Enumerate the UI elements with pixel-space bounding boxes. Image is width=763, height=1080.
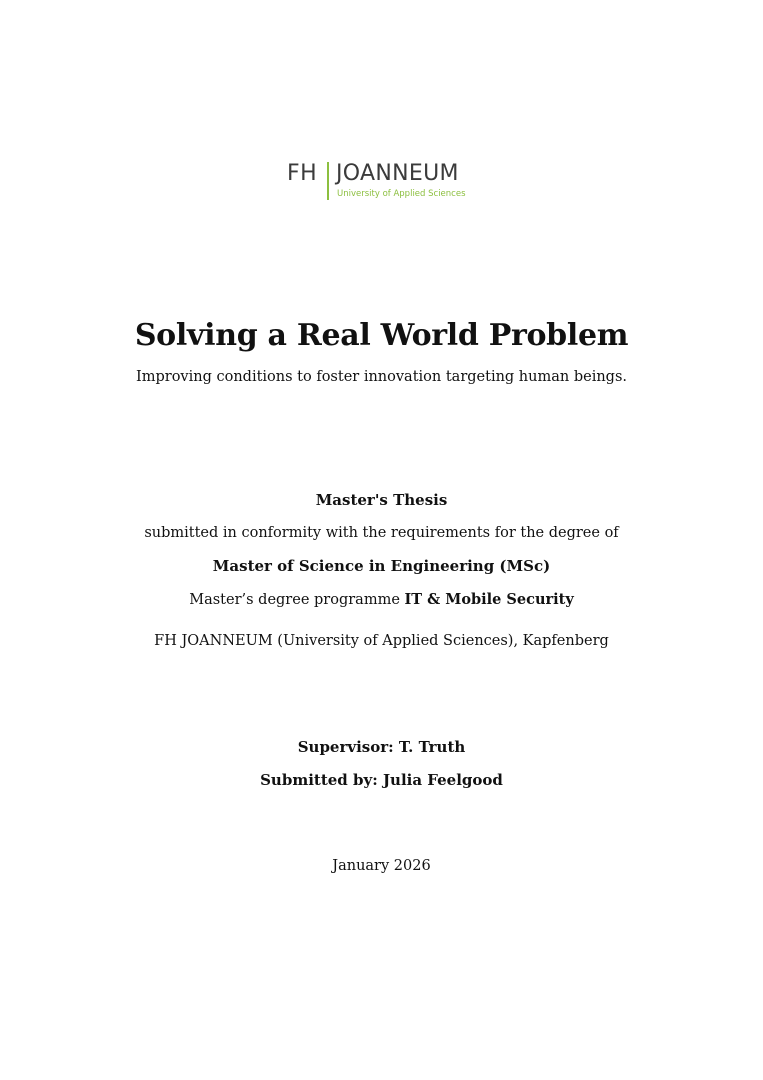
thesis-subtitle: Improving conditions to foster innovation targeting human beings. xyxy=(136,369,627,385)
submission-date: January 2026 xyxy=(332,858,431,874)
logo-tagline: University of Applied Sciences xyxy=(337,189,466,199)
submitted-by: Submitted by: Julia Feelgood xyxy=(260,771,503,789)
conformity-statement: submitted in conformity with the requirements for the degree of xyxy=(144,525,619,541)
degree-name: Master of Science in Engineering (MSc) xyxy=(212,557,551,575)
programme-name: IT & Mobile Security xyxy=(404,591,574,608)
logo-fh-text: FH xyxy=(287,161,318,186)
logo-joanneum-text: JOANNEUM xyxy=(336,161,459,186)
thesis-title: Solving a Real World Problem xyxy=(134,318,629,353)
logo-divider-bar xyxy=(327,162,329,200)
thesis-type: Master's Thesis xyxy=(315,491,448,509)
institution: FH JOANNEUM (University of Applied Sciences), Kapfenberg xyxy=(154,633,609,649)
supervisor: Supervisor: T. Truth xyxy=(297,738,466,756)
degree-programme xyxy=(0,591,763,608)
programme-prefix: Master’s degree programme xyxy=(189,592,400,608)
fh-joanneum-logo xyxy=(0,160,763,204)
